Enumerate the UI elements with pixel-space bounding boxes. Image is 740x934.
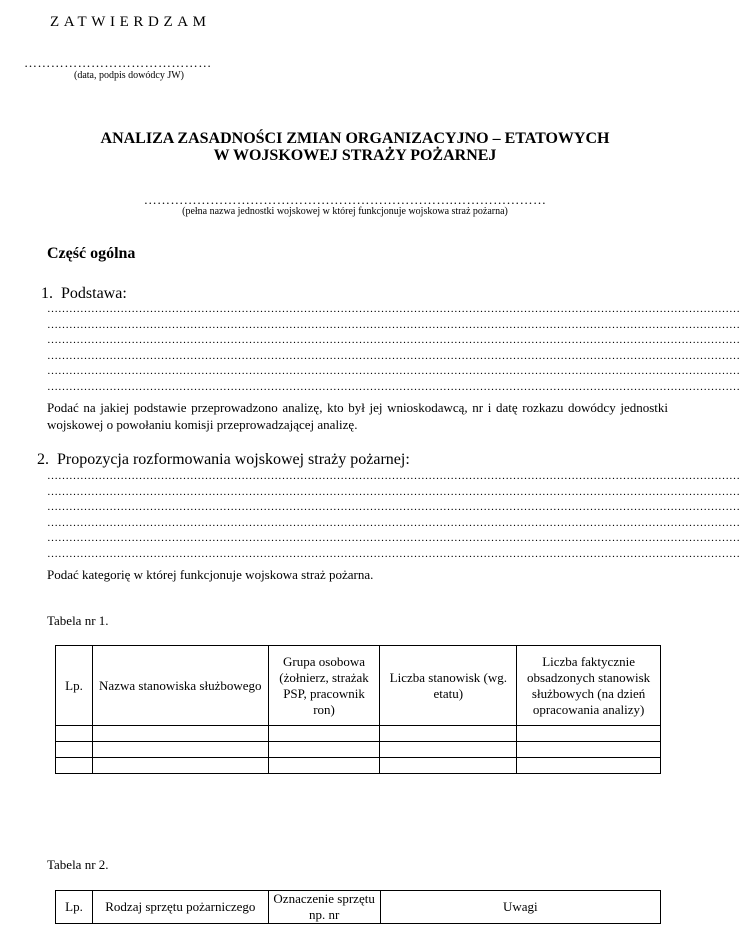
fill-line: ……………………………………………………………………………………………………………………………………………………………………… [47, 485, 740, 498]
table-1-label: Tabela nr 1. [47, 613, 109, 628]
table-header-row [56, 646, 661, 726]
column-header-equipment-id: Oznaczenie sprzętu np. nr [268, 891, 380, 924]
table-cell[interactable] [56, 758, 93, 774]
fill-line: ……………………………………………………………………………………………………………………………………………………………………… [47, 380, 740, 393]
table-cell[interactable] [268, 742, 380, 758]
table-cell[interactable] [517, 758, 661, 774]
general-part-heading: Część ogólna [47, 245, 136, 262]
table-cell[interactable] [517, 742, 661, 758]
table-cell[interactable] [380, 726, 517, 742]
table-cell[interactable] [380, 758, 517, 774]
column-header-lp: Lp. [56, 891, 93, 924]
document-title-line-1: ANALIZA ZASADNOŚCI ZMIAN ORGANIZACYJNO – ETATOWYCH [100, 130, 610, 147]
section-1-number: 1. [41, 285, 53, 302]
fill-line: ……………………………………………………………………………………………………………………………………………………………………… [47, 547, 740, 560]
table-cell[interactable] [268, 758, 380, 774]
section-2-number: 2. [37, 451, 49, 468]
unit-name-line: …………………………………………………………….………………… [143, 192, 547, 207]
table-2-label: Tabela nr 2. [47, 857, 109, 872]
section-2-fill-lines [47, 469, 740, 563]
table-row [56, 742, 661, 758]
table-cell[interactable] [92, 742, 268, 758]
approval-signature-line: …………………………………… [24, 55, 212, 70]
column-header-equipment-type: Rodzaj sprzętu pożarniczego [92, 891, 268, 924]
table-cell[interactable] [380, 742, 517, 758]
fill-line: ……………………………………………………………………………………………………………………………………………………………………… [47, 318, 740, 331]
fill-line: ……………………………………………………………………………………………………………………………………………………………………… [47, 303, 740, 315]
column-header-lp: Lp. [56, 646, 93, 726]
table-cell[interactable] [92, 726, 268, 742]
section-2-note: Podać kategorię w której funkcjonuje wojskowa straż pożarna. [47, 567, 374, 582]
table-cell[interactable] [56, 742, 93, 758]
fill-line: ……………………………………………………………………………………………………………………………………………………………………… [47, 470, 740, 482]
section-1-title: Podstawa: [61, 285, 127, 302]
fill-line: ……………………………………………………………………………………………………………………………………………………………………… [47, 365, 740, 378]
document-title [0, 130, 710, 164]
fill-line: ……………………………………………………………………………………………………………………………………………………………………… [47, 501, 740, 514]
fill-line: ……………………………………………………………………………………………………………………………………………………………………… [47, 516, 740, 529]
approval-title: ZATWIERDZAM [50, 14, 211, 30]
section-2-title: Propozycja rozformowania wojskowej straży pożarnej: [57, 451, 410, 468]
fill-line: ……………………………………………………………………………………………………………………………………………………………………… [47, 349, 740, 362]
section-1-note: Podać na jakiej podstawie przeprowadzono analizę, kto był jej wnioskodawcą, nr i datę rozkazu dowódcy jednostki wojskowej o powołaniu komisji przeprowadzającej analizę. [47, 400, 668, 432]
column-header-position-name: Nazwa stanowiska służbowego [92, 646, 268, 726]
table-2 [55, 890, 661, 924]
table-row [56, 758, 661, 774]
unit-name-caption: (pełna nazwa jednostki wojskowej w której funkcjonuje wojskowa straż pożarna) [182, 206, 508, 217]
table-1 [55, 645, 661, 774]
column-header-filled-positions: Liczba faktycznie obsadzonych stanowisk służbowych (na dzień opracowania analizy) [517, 646, 661, 726]
table-cell[interactable] [92, 758, 268, 774]
table-cell[interactable] [517, 726, 661, 742]
section-1-fill-lines [47, 302, 740, 396]
table-header-row [56, 891, 661, 924]
column-header-position-count: Liczba stanowisk (wg. etatu) [380, 646, 517, 726]
document-title-line-2: W WOJSKOWEJ STRAŻY POŻARNEJ [213, 147, 497, 164]
table-row [56, 726, 661, 742]
table-cell[interactable] [56, 726, 93, 742]
fill-line: ……………………………………………………………………………………………………………………………………………………………………… [47, 532, 740, 545]
fill-line: ……………………………………………………………………………………………………………………………………………………………………… [47, 334, 740, 347]
section-1-heading [41, 285, 127, 303]
section-2-heading [37, 451, 410, 469]
column-header-personnel-group: Grupa osobowa (żołnierz, strażak PSP, pracownik ron) [268, 646, 380, 726]
table-cell[interactable] [268, 726, 380, 742]
column-header-remarks: Uwagi [380, 891, 660, 924]
approval-caption: (data, podpis dowódcy JW) [74, 70, 184, 81]
